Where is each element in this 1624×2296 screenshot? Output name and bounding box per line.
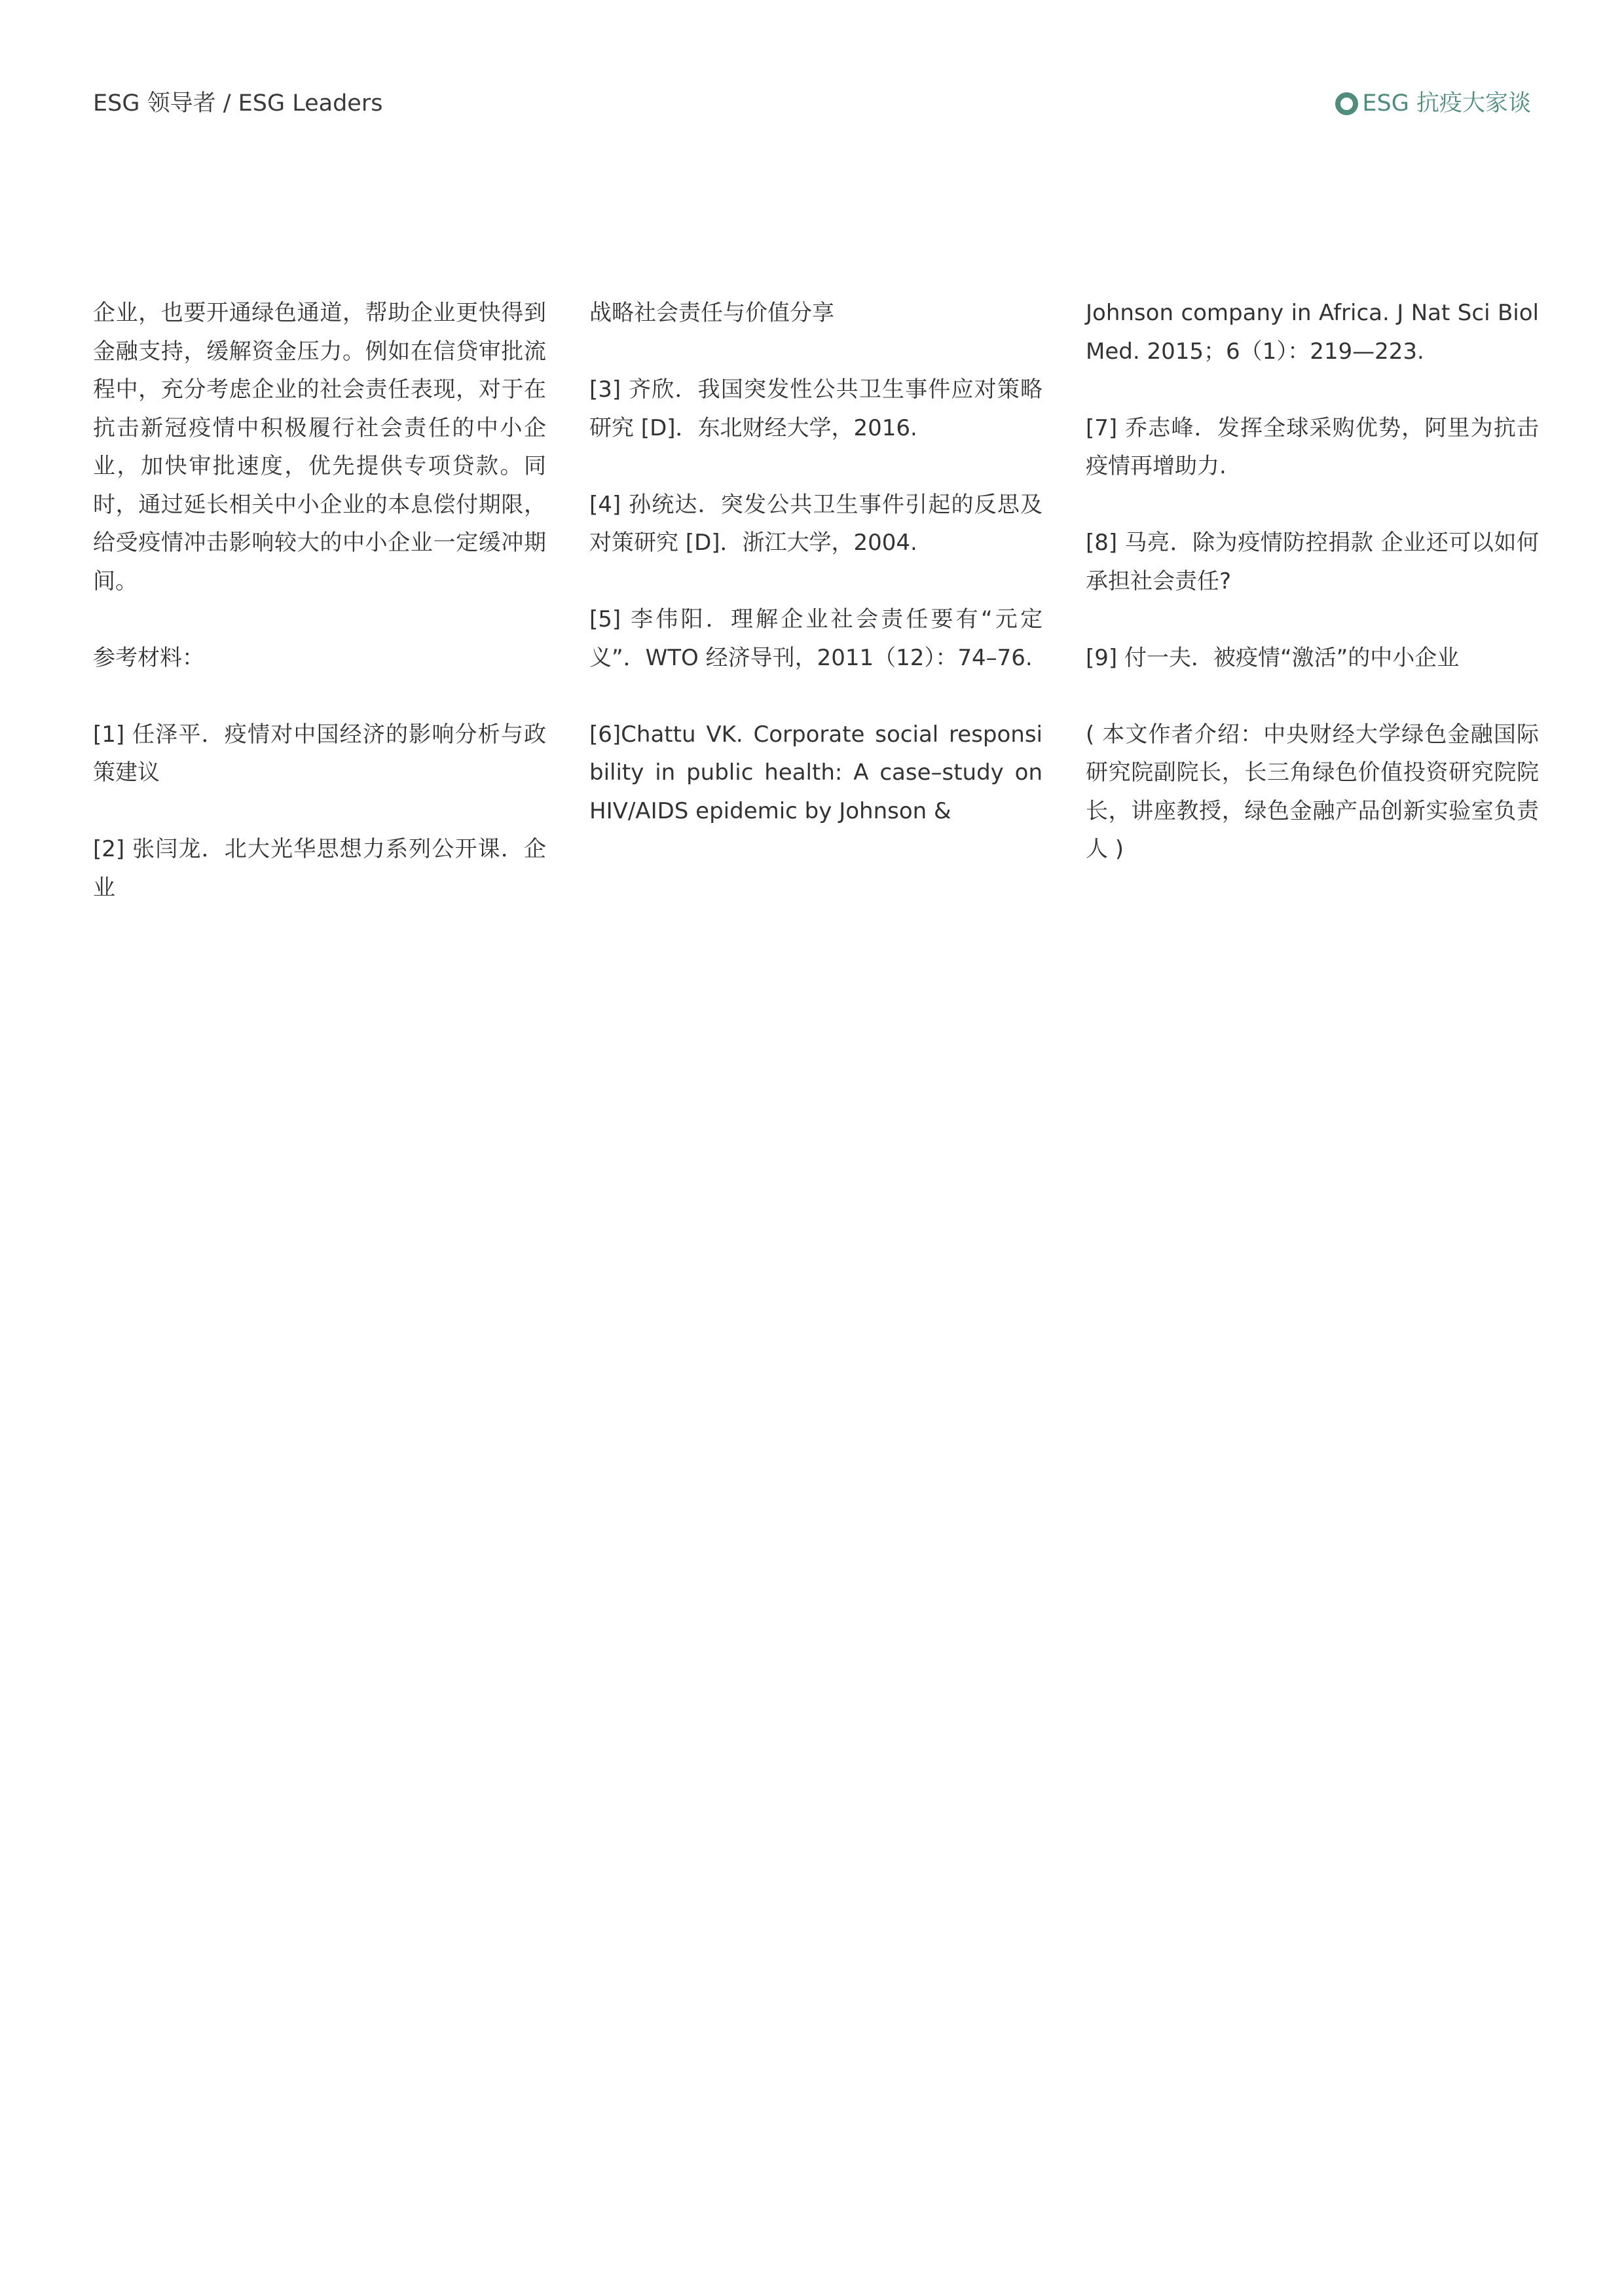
text-column-3 (1086, 294, 1539, 869)
reference-5: [5] 李伟阳．理解企业社会责任要有“元定义”．WTO 经济导刊，2011（12）：74–76. (589, 606, 1043, 671)
text-column-1 (93, 294, 546, 907)
text-column-2 (589, 294, 1043, 830)
reference-7: [7] 乔志峰．发挥全球采购优势，阿里为抗击疫情再增助力. (1086, 414, 1539, 479)
references-heading: 参考材料： (93, 644, 204, 671)
reference-6-end: Johnson company in Africa. J Nat Sci Biol Med. 2015；6（1）：219—223. (1086, 300, 1539, 365)
running-header-title: ESG 领导者 / ESG Leaders (93, 90, 383, 117)
reference-6-start: [6]Chattu VK. Corporate social responsibility in public health: A case–study on HIV/AIDS epidemic by Johnson & (589, 721, 1043, 824)
reference-2-start: [2] 张闫龙．北大光华思想力系列公开课．企业 (93, 836, 546, 901)
author-note: ( 本文作者介绍：中央财经大学绿色金融国际研究院副院长，长三角绿色价值投资研究院院长，讲座教授，绿色金融产品创新实验室负责人 ) (1086, 721, 1539, 862)
reference-4: [4] 孙统达．突发公共卫生事件引起的反思及对策研究 [D]．浙江大学，2004. (589, 491, 1043, 556)
reference-2-end: 战略社会责任与价值分享 (589, 300, 834, 326)
reference-8: [8] 马亮．除为疫情防控捐款 企业还可以如何承担社会责任? (1086, 530, 1539, 594)
section-header (1335, 88, 1531, 119)
body-paragraph: 企业，也要开通绿色通道，帮助企业更快得到金融支持，缓解资金压力。例如在信贷审批流程中，充分考虑企业的社会责任表现，对于在抗击新冠疫情中积极履行社会责任的中小企业，加快审批速度，优先提供专项贷款。同时，通过延长相关中小企业的本息偿付期限，给受疫情冲击影响较大的中小企业一定缓冲期间。 (93, 300, 546, 594)
reference-9: [9] 付一夫．被疫情“激活”的中小企业 (1086, 644, 1460, 671)
reference-3: [3] 齐欣．我国突发性公共卫生事件应对策略研究 [D]．东北财经大学，2016. (589, 376, 1043, 441)
ring-icon (1335, 92, 1358, 115)
reference-1: [1] 任泽平．疫情对中国经济的影响分析与政策建议 (93, 721, 546, 786)
section-header-label: ESG 抗疫大家谈 (1362, 90, 1531, 117)
